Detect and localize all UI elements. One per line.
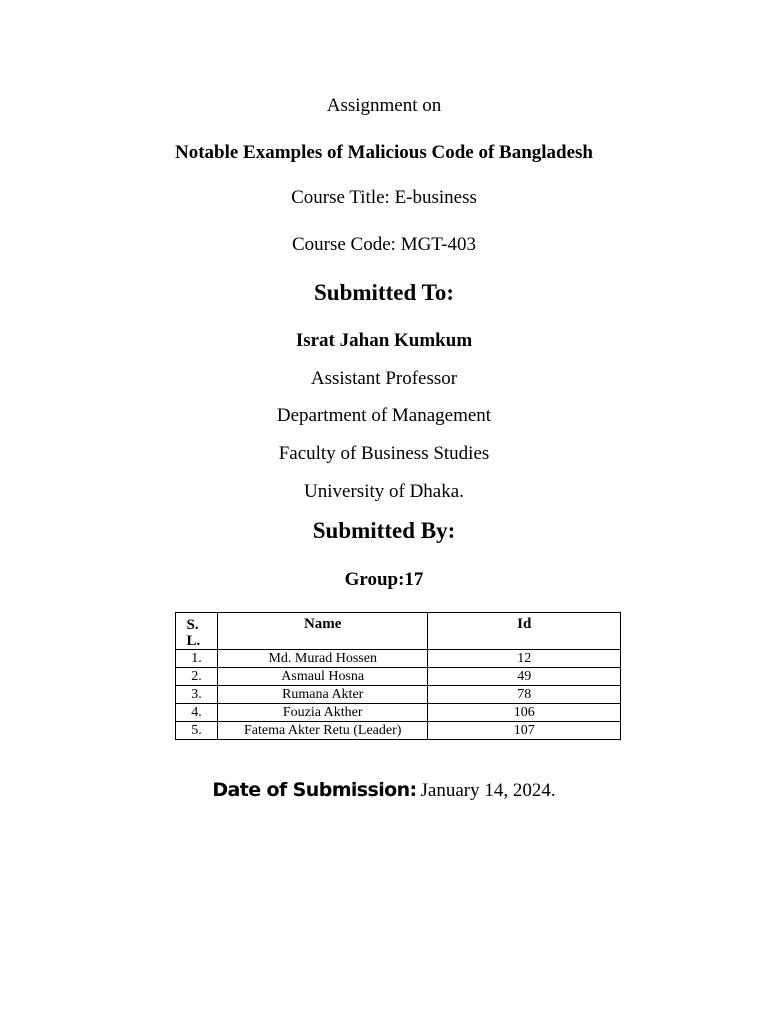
cell-id: 107 (428, 722, 621, 740)
header-sl: S.L. (176, 613, 218, 650)
supervisor-name: Israt Jahan Kumkum (295, 330, 473, 351)
submitted-by-heading: Submitted By: (312, 518, 456, 543)
group-label: Group:17 (344, 569, 424, 590)
course-code: Course Code: MGT-403 (291, 234, 477, 255)
cell-sl: 5. (176, 722, 218, 740)
cell-name: Fouzia Akther (217, 704, 428, 722)
table-row (176, 650, 621, 668)
supervisor-university: University of Dhaka. (304, 481, 464, 502)
cell-id: 106 (428, 704, 621, 722)
table-row (176, 722, 621, 740)
cell-name: Md. Murad Hossen (217, 650, 428, 668)
submission-date-line (0, 778, 768, 804)
submitted-to-heading: Submitted To: (314, 280, 454, 305)
header-name: Name (217, 613, 428, 650)
supervisor-department: Department of Management (276, 405, 492, 426)
cell-sl: 1. (176, 650, 218, 668)
table-row (176, 686, 621, 704)
cell-sl: 4. (176, 704, 218, 722)
cell-name: Fatema Akter Retu (Leader) (217, 722, 428, 740)
table-row (176, 704, 621, 722)
assignment-topic: Notable Examples of Malicious Code of Bangladesh (174, 142, 594, 163)
cell-id: 78 (428, 686, 621, 704)
course-title: Course Title: E-business (291, 187, 477, 208)
table-header-row (176, 613, 621, 650)
submission-date-value: January 14, 2024. (420, 780, 556, 801)
cell-name: Rumana Akter (217, 686, 428, 704)
cell-id: 12 (428, 650, 621, 668)
table-row (176, 668, 621, 686)
header-id: Id (428, 613, 621, 650)
supervisor-designation: Assistant Professor (310, 368, 458, 389)
submission-date-label: Date of Submission: (212, 779, 417, 801)
supervisor-faculty: Faculty of Business Studies (278, 443, 490, 464)
cell-name: Asmaul Hosna (217, 668, 428, 686)
cell-sl: 3. (176, 686, 218, 704)
cell-sl: 2. (176, 668, 218, 686)
members-table (175, 612, 621, 740)
cell-id: 49 (428, 668, 621, 686)
assignment-on-text: Assignment on (326, 95, 442, 116)
